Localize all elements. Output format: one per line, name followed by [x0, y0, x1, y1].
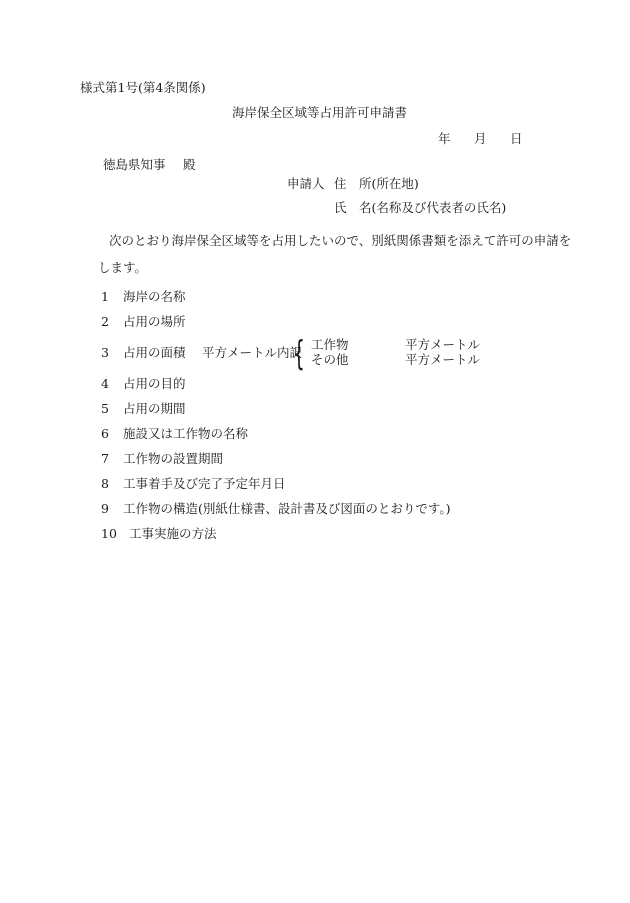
item-label: 工作物の設置期間	[123, 451, 224, 466]
item-number: 8	[101, 476, 109, 491]
applicant-name-label: 氏 名(名称及び代表者の氏名)	[334, 200, 507, 215]
document-title: 海岸保全区域等占用許可申請書	[232, 105, 408, 120]
item-label: 工作物の構造(別紙仕様書、設計書及び図面のとおりです。)	[123, 501, 451, 516]
item-number: 9	[101, 501, 109, 516]
applicant-label: 申請人	[287, 176, 325, 191]
item-row	[101, 428, 248, 441]
item-number: 4	[101, 376, 109, 391]
addressee-honorific: 殿	[183, 157, 196, 172]
item-number: 6	[101, 426, 109, 441]
item-row	[101, 291, 186, 304]
item-row	[101, 347, 186, 360]
area-row-other-unit: 平方メートル	[405, 352, 481, 367]
item-label: 占用の目的	[123, 376, 186, 391]
item-row	[101, 478, 286, 491]
applicant-address-label: 住 所(所在地)	[334, 176, 419, 191]
item-number: 1	[101, 289, 109, 304]
item-number: 2	[101, 314, 109, 329]
item-label: 占用の面積	[123, 345, 186, 360]
item-row	[101, 316, 186, 329]
item-label: 海岸の名称	[123, 289, 186, 304]
item-number: 5	[101, 401, 109, 416]
item-row	[101, 453, 223, 466]
item-number: 10	[101, 526, 117, 541]
brace-icon: {	[293, 334, 305, 374]
item-row	[101, 503, 451, 516]
item-label: 占用の場所	[123, 314, 186, 329]
date-month: 月	[474, 131, 487, 146]
item-number: 7	[101, 451, 109, 466]
body-text-line2: します。	[98, 260, 148, 275]
date-day: 日	[510, 131, 523, 146]
area-breakdown-label: 平方メートル内訳	[202, 345, 303, 360]
item-row	[101, 528, 217, 541]
form-number: 様式第1号(第4条関係)	[80, 80, 206, 95]
date-year: 年	[438, 131, 451, 146]
item-label: 施設又は工作物の名称	[123, 426, 249, 441]
item-label: 占用の期間	[123, 401, 186, 416]
area-row-structure-unit: 平方メートル	[405, 337, 481, 352]
body-text-line1: 次のとおり海岸保全区域等を占用したいので、別紙関係書類を添えて許可の申請を	[109, 233, 572, 248]
item-number: 3	[101, 345, 109, 360]
area-row-other-label: その他	[311, 352, 349, 367]
item-row	[101, 403, 186, 416]
area-row-structure-label: 工作物	[311, 337, 349, 352]
item-row	[101, 378, 186, 391]
item-label: 工事着手及び完了予定年月日	[123, 476, 286, 491]
addressee-name: 徳島県知事	[103, 157, 166, 172]
item-label: 工事実施の方法	[129, 526, 217, 541]
